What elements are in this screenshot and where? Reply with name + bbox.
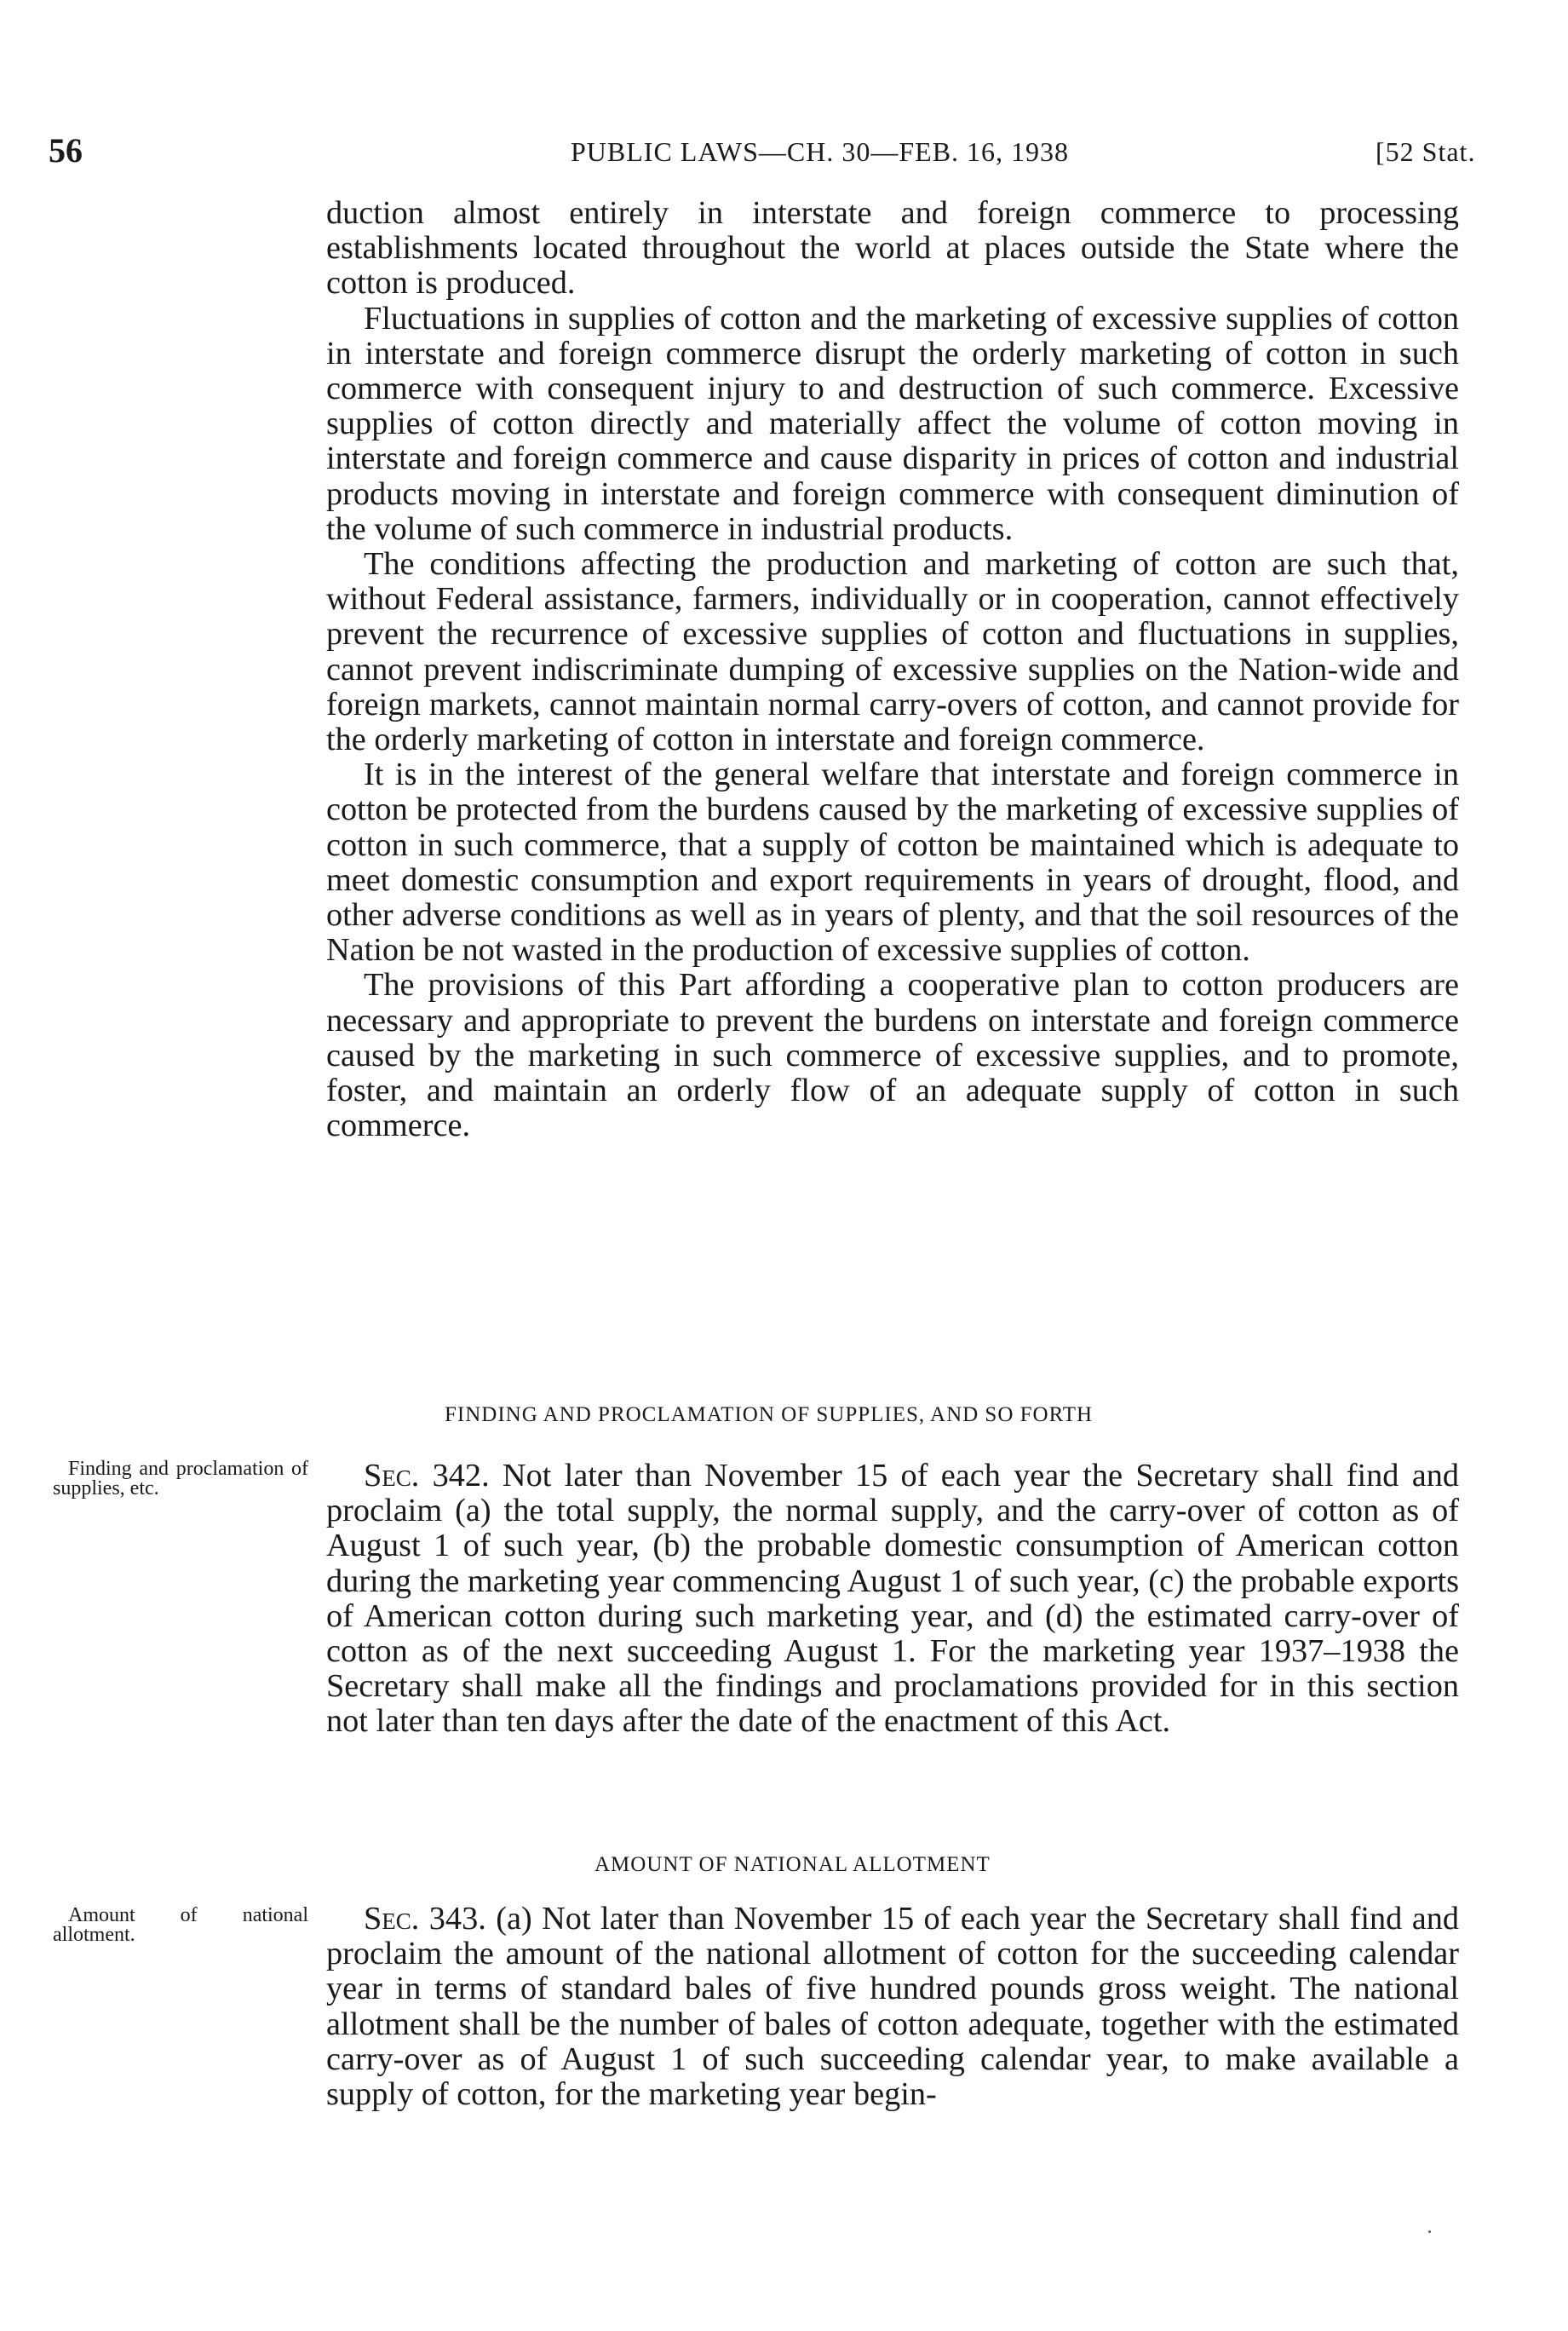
section-343 <box>326 1902 1459 2112</box>
margin-note-allotment: Amount of national allotment. <box>53 1904 308 1946</box>
section-342-text: Not later than November 15 of each year the Secretary shall find and proclaim (a) the total supply, the normal supply, and the carry-over of cotton as of August 1 of such year, (b) the probable domestic consumption of American cotton during the marketing year commencing August 1 of such year, (c) the probable exports of American cotton during such marketing year, and (d) the estimated carry-over of cotton as of the next succeeding August 1. For the marketing year 1937–1938 the Secretary shall make all the findings and proclamations provided for in this section not later than ten days after the date of the enactment of this Act. <box>326 1458 1459 1740</box>
paragraph-conditions: The conditions affecting the production and marketing of cotton are such that, without Federal assistance, farmers, individually or in cooperation, cannot effectively prevent the recurrence of excessive supplies of cotton and fluctuations in supplies, cannot prevent indiscriminate dumping of excessive supplies on the Nation-wide and foreign markets, cannot maintain normal carry-overs of cotton, and cannot provide for the orderly marketing of cotton in interstate and foreign commerce. <box>326 546 1459 758</box>
section-343-text: (a) Not later than November 15 of each year the Secretary shall find and proclaim the amount of the national allotment of cotton for the succeeding calendar year in terms of standard bales of five hundred pounds gross weight. The national allotment shall be the number of bales of cotton adequate, together with the estimated carry-over as of August 1 of such succeeding calendar year, to make available a supply of cotton, for the marketing year begin- <box>326 1901 1460 2113</box>
running-title: PUBLIC LAWS—CH. 30—FEB. 16, 1938 <box>571 136 1070 167</box>
paragraph-fluctuations: Fluctuations in supplies of cotton and the marketing of excessive supplies of cotton in interstate and foreign commerce disrupt the orderly marketing of cotton in such commerce with consequent injury to and destruction of such commerce. Excessive supplies of cotton directly and materially affect the volume of cotton moving in interstate and foreign commerce and cause disparity in prices of cotton and industrial products moving in interstate and foreign commerce with consequent diminution of the volume of such commerce in industrial products. <box>326 300 1459 547</box>
section-342-paragraph <box>326 1459 1459 1740</box>
section-heading-finding: FINDING AND PROCLAMATION OF SUPPLIES, AND SO FORTH <box>445 1403 1094 1426</box>
section-342-label: Sec. 342. <box>364 1458 490 1494</box>
section-342 <box>326 1459 1459 1740</box>
section-heading-allotment: AMOUNT OF NATIONAL ALLOTMENT <box>594 1853 991 1876</box>
paragraph-general-welfare: It is in the interest of the general welfare that interstate and foreign commerce in cotton be protected from the burdens caused by the marketing of excessive supplies of cotton in such commerce, that a supply of cotton be maintained which is adequate to meet domestic consumption and export requirements in years of drought, flood, and other adverse conditions as well as in years of plenty, and that the soil resources of the Nation be not wasted in the production of excessive supplies of cotton. <box>326 757 1459 969</box>
body-text <box>326 196 1459 1143</box>
section-343-label: Sec. 343. <box>364 1901 486 1937</box>
scan-speck <box>1428 2230 1431 2233</box>
paragraph-continuation: duction almost entirely in interstate and foreign commerce to processing establishments located throughout the world at places outside the State where the cotton is produced. <box>326 195 1459 302</box>
volume-reference: [52 Stat. <box>1376 136 1476 167</box>
paragraph-provisions: The provisions of this Part affording a cooperative plan to cotton producers are necessary and appropriate to prevent the burdens on interstate and foreign commerce caused by the marketing in such commerce of excessive supplies, and to promote, foster, and maintain an orderly flow of an adequate supply of cotton in such commerce. <box>326 967 1459 1144</box>
page-number: 56 <box>49 131 83 170</box>
margin-note-finding: Finding and proclamation of supplies, etc. <box>53 1458 308 1499</box>
section-343-paragraph <box>326 1902 1459 2112</box>
